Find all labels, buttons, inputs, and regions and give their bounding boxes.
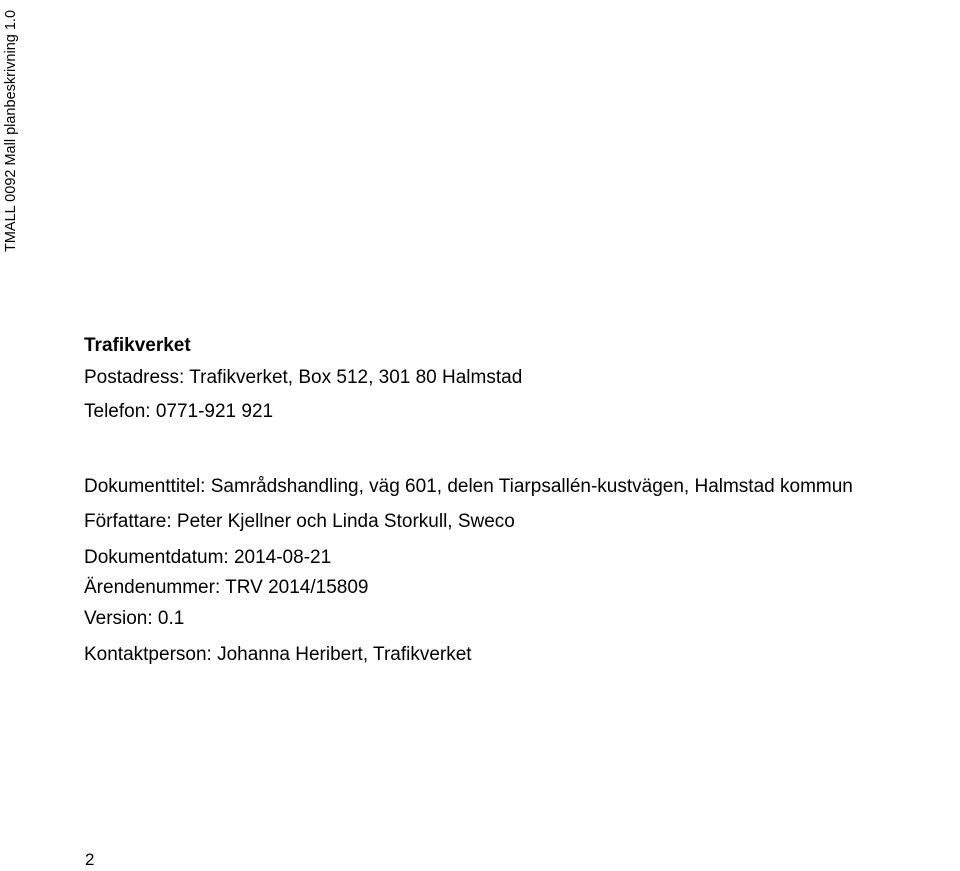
template-label [0, 0, 22, 262]
phone-number: Telefon: 0771-921 921 [84, 401, 274, 422]
document-date: Dokumentdatum: 2014-08-21 [84, 547, 332, 568]
case-number: Ärendenummer: TRV 2014/15809 [84, 577, 369, 598]
page-number: 2 [85, 850, 95, 869]
contact-person: Kontaktperson: Johanna Heribert, Trafikverket [84, 644, 472, 665]
document-title: Dokumenttitel: Samrådshandling, väg 601, delen Tiarpsallén-kustvägen, Halmstad kommun [84, 476, 853, 497]
document-authors: Författare: Peter Kjellner och Linda Storkull, Sweco [84, 511, 515, 532]
organization-name: Trafikverket [84, 335, 191, 356]
template-label-text: TMALL 0092 Mall planbeskrivning 1.0 [3, 9, 19, 253]
document-version: Version: 0.1 [84, 608, 185, 629]
postal-address: Postadress: Trafikverket, Box 512, 301 80 Halmstad [84, 367, 523, 388]
